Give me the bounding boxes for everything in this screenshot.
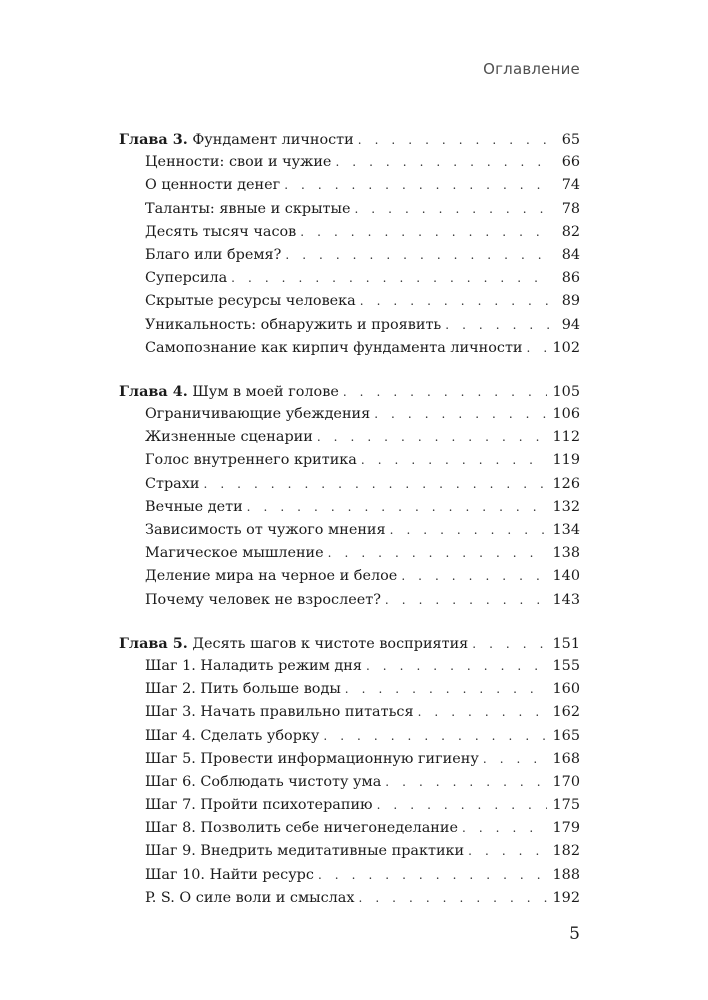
toc-entry-title: Шаг 5. Провести информационную гигиену	[145, 750, 479, 767]
toc-page-number: 182	[552, 843, 580, 860]
toc-entry[interactable]	[119, 449, 580, 472]
toc-entry[interactable]	[119, 337, 580, 360]
toc-page-number: 140	[552, 568, 580, 585]
toc-chapter-label: Глава 4.	[119, 382, 188, 400]
toc-page-number: 132	[552, 498, 580, 515]
toc-chapter-heading[interactable]	[119, 128, 580, 151]
toc-chapter-name: Десять шагов к чистоте восприятия	[192, 635, 469, 652]
toc-entry[interactable]	[119, 519, 580, 542]
toc-entry-title: Благо или бремя?	[145, 246, 282, 263]
toc-entry-title: Шаг 10. Найти ресурс	[145, 866, 314, 883]
toc-page-number: 126	[552, 475, 580, 492]
toc-page-number: 66	[561, 154, 580, 171]
toc-entry[interactable]	[119, 817, 580, 840]
toc-entry[interactable]	[119, 589, 580, 612]
toc-entry-title: Шаг 2. Пить больше воды	[145, 681, 341, 698]
dot-leader	[318, 864, 547, 887]
toc-entry-title: Голос внутреннего критика	[145, 452, 357, 469]
toc-entry-title: Шаг 1. Наладить режим дня	[145, 657, 362, 674]
dot-leader	[300, 221, 552, 244]
toc-entry[interactable]	[119, 473, 580, 496]
toc-entry-title: Ценности: свои и чужие	[145, 154, 332, 171]
toc-entry[interactable]	[119, 542, 580, 565]
toc-entry[interactable]	[119, 151, 580, 174]
toc-page-number: 170	[552, 773, 580, 790]
toc-entry-title: Таланты: явные и скрытые	[145, 200, 351, 217]
toc-entry[interactable]	[119, 794, 580, 817]
toc-entry-title: Шаг 9. Внедрить медитативные практики	[145, 843, 465, 860]
dot-leader	[359, 887, 547, 910]
dot-leader	[360, 290, 552, 313]
toc-chapter-label: Глава 5.	[119, 634, 188, 652]
toc-chapter-name: Шум в моей голове	[192, 383, 339, 400]
toc-entry[interactable]	[119, 840, 580, 863]
toc-entry-title: Почему человек не взрослеет?	[145, 591, 381, 608]
dot-leader	[366, 655, 547, 678]
toc-page-number: 179	[552, 820, 580, 837]
toc-chapter	[119, 380, 580, 612]
toc-entry[interactable]	[119, 864, 580, 887]
toc-entry[interactable]	[119, 678, 580, 701]
toc-page-number: 143	[552, 591, 580, 608]
toc-chapter	[119, 128, 580, 360]
toc-entry-title: Шаг 3. Начать правильно питаться	[145, 704, 414, 721]
toc-entry[interactable]	[119, 701, 580, 724]
toc-chapter-heading[interactable]	[119, 632, 580, 655]
dot-leader	[328, 542, 547, 565]
toc-page-number: 138	[552, 545, 580, 562]
toc-entry-title: Жизненные сценарии	[145, 429, 313, 446]
toc-entry-title: Ограничивающие убеждения	[145, 406, 371, 423]
toc-page-number: 86	[561, 270, 580, 287]
toc-page-number: 82	[561, 223, 580, 240]
toc-entry-title: Страхи	[145, 475, 200, 492]
dot-leader	[445, 314, 552, 337]
toc-entry-title: Магическое мышление	[145, 545, 324, 562]
dot-leader	[462, 817, 547, 840]
toc-entry-title: Шаг 8. Позволить себе ничегонеделание	[145, 820, 459, 837]
toc-entry[interactable]	[119, 655, 580, 678]
dot-leader	[468, 840, 546, 863]
toc-page-number: 192	[552, 889, 580, 906]
running-header: Оглавление	[483, 60, 580, 78]
toc-page-number: 84	[561, 246, 580, 263]
toc-page-number: 119	[552, 452, 580, 469]
toc-entry-title: Зависимость от чужого мнения	[145, 522, 386, 538]
dot-leader	[231, 267, 552, 290]
toc-entry-title: Вечные дети	[145, 498, 243, 515]
table-of-contents	[119, 128, 580, 930]
toc-page-number: 89	[561, 293, 580, 310]
dot-leader	[323, 725, 546, 748]
toc-entry[interactable]	[119, 267, 580, 290]
toc-entry[interactable]	[119, 198, 580, 221]
dot-leader	[335, 151, 552, 174]
toc-entry-title: Скрытые ресурсы человека	[145, 293, 356, 310]
toc-entry[interactable]	[119, 496, 580, 519]
dot-leader	[247, 496, 547, 519]
toc-page-number: 168	[552, 750, 580, 767]
toc-page-number: 155	[552, 657, 580, 674]
dot-leader	[284, 174, 552, 197]
dot-leader	[374, 403, 546, 426]
toc-entry[interactable]	[119, 221, 580, 244]
dot-leader	[527, 337, 547, 360]
toc-chapter-heading[interactable]	[119, 380, 580, 403]
toc-page-number: 94	[561, 316, 580, 333]
toc-chapter-label: Глава 3.	[119, 131, 188, 148]
toc-entry[interactable]	[119, 314, 580, 337]
toc-entry[interactable]	[119, 290, 580, 313]
toc-entry[interactable]	[119, 748, 580, 771]
page-number: 5	[569, 924, 580, 944]
toc-page-number: 175	[552, 797, 580, 814]
toc-entry-title: Десять тысяч часов	[145, 223, 297, 240]
dot-leader	[385, 771, 546, 794]
toc-entry-title: Шаг 7. Пройти психотерапию	[145, 797, 373, 814]
dot-leader	[418, 701, 547, 724]
toc-page-number: 188	[552, 866, 580, 883]
toc-entry[interactable]	[119, 403, 580, 426]
dot-leader	[377, 794, 547, 817]
toc-entry-title: Самопознание как кирпич фундамента личности	[145, 339, 523, 356]
toc-entry[interactable]	[119, 771, 580, 794]
toc-chapter-title	[119, 128, 354, 152]
toc-entry-title: Суперсила	[145, 270, 228, 287]
toc-entry-title: Шаг 4. Сделать уборку	[145, 727, 320, 744]
toc-page-number: 106	[552, 406, 580, 423]
dot-leader	[317, 426, 547, 449]
dot-leader	[385, 589, 547, 612]
toc-chapter-title	[119, 380, 339, 404]
toc-chapter-name: Фундамент личности	[192, 132, 354, 148]
toc-page-number: 78	[561, 200, 580, 217]
toc-entry-title: Шаг 6. Соблюдать чистоту ума	[145, 773, 382, 790]
dot-leader	[361, 449, 547, 472]
toc-page-number: 105	[552, 383, 580, 400]
dot-leader	[354, 198, 552, 221]
toc-entry[interactable]	[119, 174, 580, 197]
dot-leader	[401, 565, 546, 588]
toc-entry-title: Деление мира на черное и белое	[145, 568, 398, 585]
toc-entry[interactable]	[119, 426, 580, 449]
dot-leader	[203, 473, 546, 496]
toc-page-number: 112	[552, 429, 580, 446]
toc-entry-title: Уникальность: обнаружить и проявить	[145, 316, 442, 333]
toc-chapter	[119, 632, 580, 910]
toc-entry[interactable]	[119, 887, 580, 910]
dot-leader	[358, 129, 552, 152]
toc-page-number: 74	[561, 177, 580, 194]
toc-page-number: 102	[552, 339, 580, 356]
toc-entry[interactable]	[119, 565, 580, 588]
toc-page-number: 65	[561, 132, 580, 148]
toc-page-number: 162	[552, 704, 580, 721]
toc-entry[interactable]	[119, 244, 580, 267]
toc-page-number: 151	[552, 635, 580, 652]
toc-page-number: 160	[552, 681, 580, 698]
toc-entry-title: О ценности денег	[145, 177, 281, 194]
dot-leader	[345, 678, 547, 701]
toc-entry-title: P. S. О силе воли и смыслах	[145, 889, 355, 906]
dot-leader	[390, 519, 547, 542]
toc-entry[interactable]	[119, 725, 580, 748]
dot-leader	[343, 381, 547, 404]
toc-page-number: 165	[552, 727, 580, 744]
toc-chapter-title	[119, 632, 468, 656]
dot-leader	[483, 748, 547, 771]
toc-page-number: 134	[552, 522, 580, 538]
dot-leader	[472, 633, 546, 656]
dot-leader	[285, 244, 552, 267]
